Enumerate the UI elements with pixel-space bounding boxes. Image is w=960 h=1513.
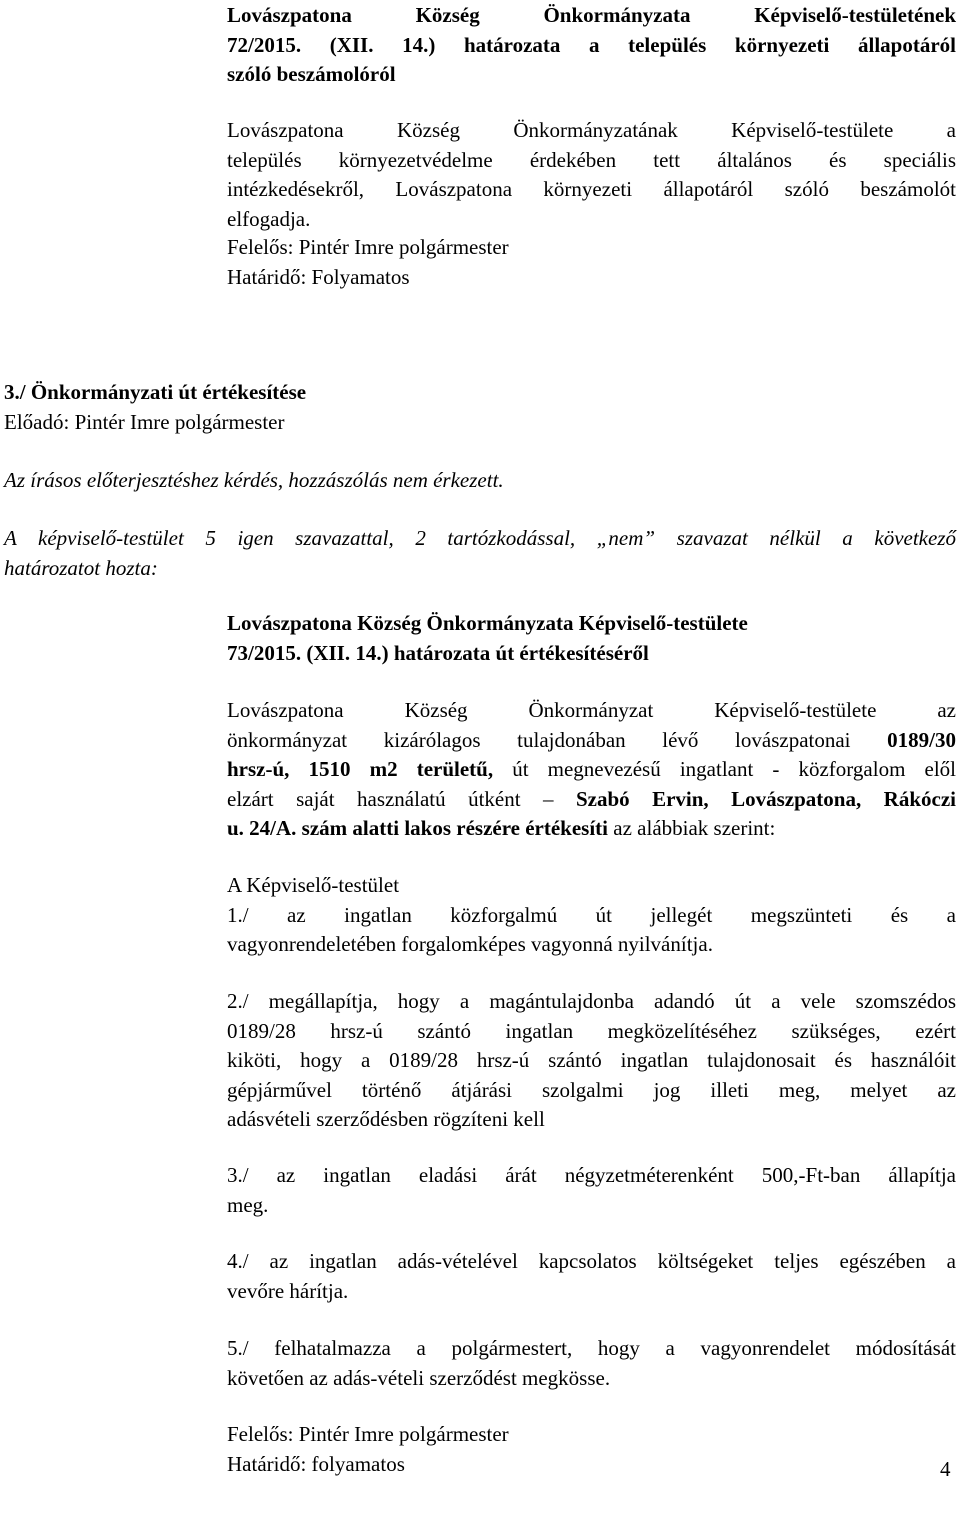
resolution-72-title-line: 72/2015. (XII. 14.) határozata a település környezeti állapotáról xyxy=(227,32,956,57)
point-5-line: 5./ felhatalmazza a polgármestert, hogy a vagyonrendelet módosítását xyxy=(227,1336,956,1360)
body-text: út megnevezésű ingatlant - közforgalom elől xyxy=(493,757,956,781)
body-line xyxy=(227,755,956,785)
point-2-line: 0189/28 hrsz-ú szántó ingatlan megközelítéséhez szükséges, ezért xyxy=(227,1018,956,1043)
resolution-73-title-line: Lovászpatona Község Önkormányzata Képviselő-testülete xyxy=(227,611,748,635)
point-5 xyxy=(227,1334,956,1393)
resolution-73-title xyxy=(227,609,956,668)
resolution-72-title-line: Lovászpatona Község Önkormányzata Képviselő-testületének xyxy=(227,3,956,27)
body-line: elfogadja. xyxy=(227,206,311,231)
body-line xyxy=(227,814,956,844)
no-questions-note xyxy=(4,466,956,496)
point-2-line: kiköti, hogy a 0189/28 hrsz-ú szántó ingatlan tulajdonosait és használóit xyxy=(227,1048,956,1072)
point-2-line: adásvételi szerződésben rögzíteni kell xyxy=(227,1107,545,1131)
parcel-number: 0189/30 xyxy=(887,727,956,752)
body-line: intézkedésekről, Lovászpatona környezeti állapotáról szóló beszámolót xyxy=(227,177,956,201)
resolution-73-footer xyxy=(227,1420,956,1479)
agenda-heading: 3./ Önkormányzati út értékesítése xyxy=(4,380,307,404)
point-4-line: 4./ az ingatlan adás-vételével kapcsolatos költségeket teljes egészében a xyxy=(227,1249,956,1273)
resolution-72-title xyxy=(227,1,956,90)
body-text: az alábbiak szerint: xyxy=(608,816,776,840)
vote-line: határozatot hozta: xyxy=(4,555,158,580)
body-line: Lovászpatona Község Önkormányzat Képviselő-testülete az xyxy=(227,698,956,722)
agenda-item-3 xyxy=(4,378,956,437)
point-1-line: vagyonrendeletében forgalomképes vagyonná nyilvánítja. xyxy=(227,932,713,956)
buyer-name: Szabó Ervin, Lovászpatona, Rákóczi xyxy=(575,786,956,811)
resolution-72-title-line: szóló beszámolóról xyxy=(227,62,396,86)
parcel-area: hrsz-ú, 1510 m2 területű, xyxy=(227,757,494,781)
no-questions-text: Az írásos előterjesztéshez kérdés, hozzászólás nem érkezett. xyxy=(4,468,504,492)
point-2-line: gépjárművel történő átjárási szolgalmi jog illeti meg, melyet az xyxy=(227,1077,956,1102)
body-text: önkormányzat kizárólagos tulajdonában lévő lovászpatonai xyxy=(227,727,888,752)
resolution-72-footer xyxy=(227,233,956,292)
point-2-line: 2./ megállapítja, hogy a magántulajdonba adandó út a vele szomszédos xyxy=(227,989,956,1013)
body-line: Lovászpatona Község Önkormányzatának Képviselő-testülete a xyxy=(227,118,956,142)
buyer-address: u. 24/A. szám alatti lakos részére értékesíti xyxy=(227,816,609,840)
vote-line: A képviselő-testület 5 igen szavazattal, 2 tartózkodással, „nem” szavazat nélkül a következő xyxy=(4,526,956,550)
resolution-73-title-line: 73/2015. (XII. 14.) határozata út értékesítéséről xyxy=(227,640,649,665)
body-line: település környezetvédelme érdekében tett általános és speciális xyxy=(227,147,956,172)
responsible-line: Felelős: Pintér Imre polgármester xyxy=(227,1422,509,1446)
point-5-line: követően az adás-vételi szerződést megkösse. xyxy=(227,1365,611,1390)
point-1-line: 1./ az ingatlan közforgalmú út jellegét megszünteti és a xyxy=(227,902,956,927)
resolution-73-body xyxy=(227,696,956,844)
point-3 xyxy=(227,1161,956,1220)
point-3-line: 3./ az ingatlan eladási árát négyzetméterenként 500,-Ft-ban állapítja xyxy=(227,1163,956,1187)
body-line xyxy=(227,785,956,815)
deadline-line: Határidő: folyamatos xyxy=(227,1451,405,1476)
resolution-72-body xyxy=(227,116,956,234)
body-line xyxy=(227,726,956,756)
point-3-line: meg. xyxy=(227,1192,269,1217)
responsible-line: Felelős: Pintér Imre polgármester xyxy=(227,235,509,259)
agenda-presenter: Előadó: Pintér Imre polgármester xyxy=(4,409,285,434)
point-4 xyxy=(227,1247,956,1306)
point-2 xyxy=(227,987,956,1135)
deadline-line: Határidő: Folyamatos xyxy=(227,264,410,289)
body-text: elzárt saját használatú útként – xyxy=(227,786,576,811)
vote-statement xyxy=(4,524,956,583)
page-number: 4 xyxy=(940,1457,951,1481)
council-label: A Képviselő-testület xyxy=(227,873,400,897)
council-points xyxy=(227,871,956,960)
point-4-line: vevőre hárítja. xyxy=(227,1278,349,1303)
